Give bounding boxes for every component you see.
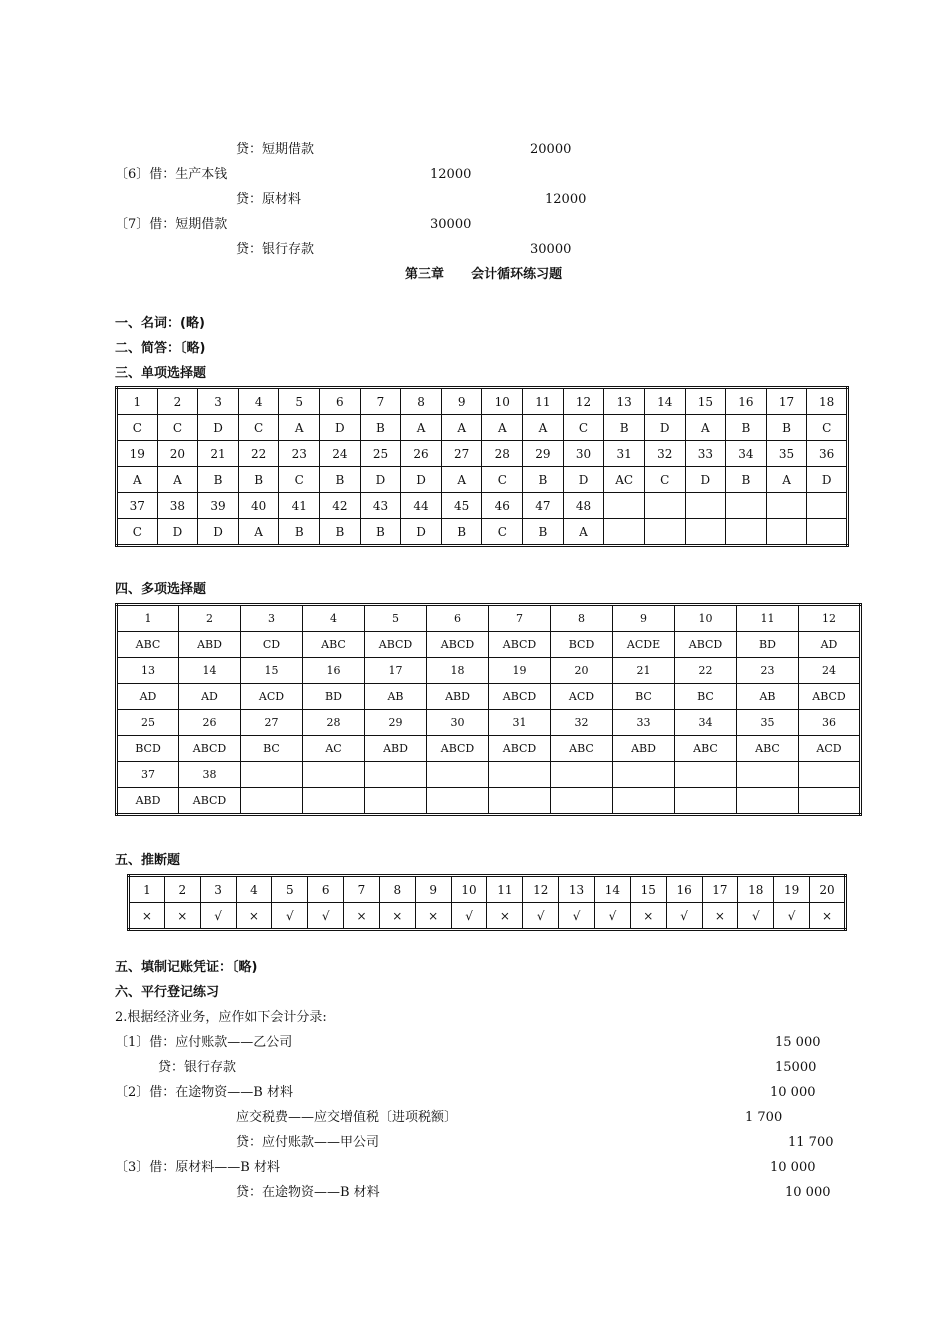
table-cell: 1 [117, 388, 158, 415]
table-cell: 13 [604, 388, 645, 415]
entry-amount: 10 000 [770, 1160, 816, 1175]
table-cell: BC [613, 684, 675, 710]
table-row [117, 788, 861, 815]
table-cell: ACDE [613, 632, 675, 658]
table-cell: 21 [198, 441, 239, 467]
table-cell [675, 788, 737, 815]
multiple-choice-table [115, 603, 862, 816]
section-heading: 四、多项选择题 [115, 582, 207, 597]
table-cell: BCD [117, 736, 179, 762]
table-cell: ABD [179, 632, 241, 658]
table-cell: 25 [360, 441, 401, 467]
entry-line: 〔2〕借：在途物资——B 材料 [115, 1085, 293, 1100]
table-cell: A [279, 415, 320, 441]
table-cell: D [401, 519, 442, 546]
table-cell: 35 [737, 710, 799, 736]
table-cell: B [320, 467, 361, 493]
table-cell: C [117, 415, 158, 441]
table-cell: 29 [365, 710, 427, 736]
table-cell: D [198, 415, 239, 441]
table-cell: B [279, 519, 320, 546]
table-cell [613, 762, 675, 788]
table-cell: 17 [766, 388, 807, 415]
section-heading: 五、填制记账凭证：〔略) [115, 960, 258, 975]
entry-amount: 10 000 [785, 1185, 831, 1200]
table-cell: 3 [200, 876, 236, 903]
table-cell: 6 [308, 876, 344, 903]
single-choice-table [115, 386, 849, 547]
table-cell: A [482, 415, 523, 441]
table-cell: × [344, 903, 380, 930]
table-cell [604, 493, 645, 519]
table-cell: 13 [559, 876, 595, 903]
table-cell: 31 [489, 710, 551, 736]
entry-amount: 30000 [530, 242, 572, 257]
table-cell: ABCD [489, 684, 551, 710]
table-row [117, 467, 848, 493]
table-cell [799, 788, 861, 815]
table-cell: AC [303, 736, 365, 762]
table-cell: D [157, 519, 198, 546]
table-cell: AB [365, 684, 427, 710]
table-cell: D [198, 519, 239, 546]
table-cell: 19 [774, 876, 810, 903]
table-cell: 14 [594, 876, 630, 903]
table-cell: 42 [320, 493, 361, 519]
table-cell: 5 [272, 876, 308, 903]
table-cell: 23 [279, 441, 320, 467]
table-cell: 26 [401, 441, 442, 467]
table-cell: ABCD [427, 632, 489, 658]
table-cell: 34 [675, 710, 737, 736]
table-cell: 32 [551, 710, 613, 736]
table-cell: ABCD [799, 684, 861, 710]
entry-line: 〔1〕借：应付账款——乙公司 [115, 1035, 293, 1050]
table-cell: × [164, 903, 200, 930]
table-cell: 18 [427, 658, 489, 684]
table-cell: 21 [613, 658, 675, 684]
entry-line: 贷：银行存款 [236, 242, 315, 257]
entry-line: 应交税费——应交增值税〔进项税额〕 [236, 1110, 458, 1125]
table-cell: √ [738, 903, 774, 930]
table-cell: BD [737, 632, 799, 658]
table-cell: BCD [551, 632, 613, 658]
table-cell: 29 [523, 441, 564, 467]
table-cell: 15 [685, 388, 726, 415]
table-cell: 37 [117, 493, 158, 519]
table-cell: 10 [482, 388, 523, 415]
table-cell: 10 [451, 876, 487, 903]
table-cell: 14 [179, 658, 241, 684]
table-cell [766, 493, 807, 519]
table-cell: 30 [563, 441, 604, 467]
table-cell: 17 [365, 658, 427, 684]
table-cell: C [117, 519, 158, 546]
table-cell: 47 [523, 493, 564, 519]
table-cell: BC [241, 736, 303, 762]
table-cell: ABC [675, 736, 737, 762]
table-cell: × [129, 903, 165, 930]
table-cell: AC [604, 467, 645, 493]
table-cell: 35 [766, 441, 807, 467]
table-cell: 44 [401, 493, 442, 519]
table-cell: 46 [482, 493, 523, 519]
table-cell: C [644, 467, 685, 493]
table-cell: 13 [117, 658, 179, 684]
table-cell [489, 762, 551, 788]
table-cell: 27 [441, 441, 482, 467]
table-cell: ABCD [179, 736, 241, 762]
table-cell: 18 [738, 876, 774, 903]
table-cell: C [238, 415, 279, 441]
table-cell: B [726, 415, 767, 441]
table-cell: 3 [241, 605, 303, 632]
true-false-table [127, 874, 847, 931]
table-cell: 48 [563, 493, 604, 519]
entry-line: 〔6〕借：生产本钱 [115, 167, 228, 182]
table-cell: √ [523, 903, 559, 930]
table-cell [766, 519, 807, 546]
table-cell [303, 762, 365, 788]
table-cell [737, 788, 799, 815]
table-cell: 11 [487, 876, 523, 903]
table-cell [644, 519, 685, 546]
entry-amount: 12000 [430, 167, 472, 182]
table-cell: 3 [198, 388, 239, 415]
table-cell: 22 [675, 658, 737, 684]
table-cell: D [360, 467, 401, 493]
chapter-title: 第三章 会计循环练习题 [405, 267, 563, 282]
table-cell: 25 [117, 710, 179, 736]
table-cell: 14 [644, 388, 685, 415]
table-cell: √ [272, 903, 308, 930]
table-cell: B [441, 519, 482, 546]
table-cell: AB [737, 684, 799, 710]
table-cell: B [604, 415, 645, 441]
table-cell: √ [451, 903, 487, 930]
table-cell: ABD [365, 736, 427, 762]
entry-line: 贷：在途物资——B 材料 [236, 1185, 380, 1200]
table-cell: 8 [401, 388, 442, 415]
table-cell: B [766, 415, 807, 441]
table-cell: 23 [737, 658, 799, 684]
table-cell: 16 [666, 876, 702, 903]
table-cell: 2 [157, 388, 198, 415]
entry-amount: 10 000 [770, 1085, 816, 1100]
table-cell: 34 [726, 441, 767, 467]
table-cell: C [563, 415, 604, 441]
table-cell: 37 [117, 762, 179, 788]
table-cell: 27 [241, 710, 303, 736]
table-row [117, 441, 848, 467]
table-cell [726, 493, 767, 519]
table-cell: AD [117, 684, 179, 710]
entry-line: 贷：应付账款——甲公司 [236, 1135, 380, 1150]
table-cell [807, 519, 848, 546]
table-cell: B [523, 467, 564, 493]
table-cell: 16 [726, 388, 767, 415]
table-cell: 19 [117, 441, 158, 467]
table-cell: 31 [604, 441, 645, 467]
table-cell [807, 493, 848, 519]
table-cell: 1 [117, 605, 179, 632]
table-cell: A [766, 467, 807, 493]
section-heading: 六、平行登记练习 [115, 985, 220, 1000]
table-cell: ABD [427, 684, 489, 710]
table-cell [613, 788, 675, 815]
table-cell: C [279, 467, 320, 493]
entry-amount: 15 000 [775, 1035, 821, 1050]
table-cell: 28 [482, 441, 523, 467]
table-cell: ABCD [179, 788, 241, 815]
table-cell: ABCD [365, 632, 427, 658]
table-cell: ABCD [427, 736, 489, 762]
table-cell: ACD [799, 736, 861, 762]
table-cell: 33 [685, 441, 726, 467]
table-cell: B [238, 467, 279, 493]
table-cell: ACD [551, 684, 613, 710]
table-cell: ABC [303, 632, 365, 658]
table-cell: 18 [807, 388, 848, 415]
table-row [117, 605, 861, 632]
table-cell: 28 [303, 710, 365, 736]
table-cell: √ [200, 903, 236, 930]
table-cell [685, 519, 726, 546]
table-cell: B [360, 519, 401, 546]
table-cell: 40 [238, 493, 279, 519]
table-cell: ABD [117, 788, 179, 815]
table-cell: 22 [238, 441, 279, 467]
table-cell: B [198, 467, 239, 493]
table-cell [489, 788, 551, 815]
ledger-intro: 2.根据经济业务，应作如下会计分录: [115, 1010, 327, 1025]
table-cell: A [441, 467, 482, 493]
table-cell: B [320, 519, 361, 546]
table-cell: 38 [179, 762, 241, 788]
table-cell: 24 [320, 441, 361, 467]
table-cell: 39 [198, 493, 239, 519]
table-cell: 36 [807, 441, 848, 467]
table-cell: √ [666, 903, 702, 930]
table-cell: 5 [365, 605, 427, 632]
table-cell: × [810, 903, 846, 930]
table-cell [365, 762, 427, 788]
table-cell: 8 [379, 876, 415, 903]
table-row [117, 493, 848, 519]
table-cell: D [807, 467, 848, 493]
table-cell: 10 [675, 605, 737, 632]
table-row [117, 736, 861, 762]
table-cell: 45 [441, 493, 482, 519]
table-cell: × [379, 903, 415, 930]
entry-amount: 15000 [775, 1060, 817, 1075]
table-cell [241, 788, 303, 815]
table-cell: × [415, 903, 451, 930]
table-cell: 20 [810, 876, 846, 903]
table-row [117, 658, 861, 684]
table-cell: C [807, 415, 848, 441]
table-cell: 19 [489, 658, 551, 684]
table-cell: × [487, 903, 523, 930]
table-cell [365, 788, 427, 815]
table-cell: 9 [613, 605, 675, 632]
table-cell: 15 [630, 876, 666, 903]
table-cell: 12 [799, 605, 861, 632]
table-cell: 6 [427, 605, 489, 632]
table-cell: 15 [241, 658, 303, 684]
table-cell: ABCD [489, 736, 551, 762]
table-cell: × [236, 903, 272, 930]
table-cell: A [685, 415, 726, 441]
section-heading: 三、单项选择题 [115, 366, 207, 381]
table-cell: D [685, 467, 726, 493]
table-cell: 20 [551, 658, 613, 684]
table-cell [551, 788, 613, 815]
table-cell: ABCD [675, 632, 737, 658]
table-row [117, 415, 848, 441]
table-cell: A [238, 519, 279, 546]
table-cell: 2 [164, 876, 200, 903]
entry-amount: 1 700 [745, 1110, 783, 1125]
table-cell: 7 [360, 388, 401, 415]
table-cell [241, 762, 303, 788]
table-cell: × [702, 903, 738, 930]
table-cell [685, 493, 726, 519]
table-cell: ABD [613, 736, 675, 762]
table-cell: ABC [737, 736, 799, 762]
table-cell [644, 493, 685, 519]
table-cell [427, 788, 489, 815]
table-cell: × [630, 903, 666, 930]
table-cell [675, 762, 737, 788]
table-cell: 2 [179, 605, 241, 632]
table-cell: 4 [238, 388, 279, 415]
entry-line: 贷：短期借款 [236, 142, 315, 157]
table-cell: 43 [360, 493, 401, 519]
table-cell: 33 [613, 710, 675, 736]
table-cell: C [157, 415, 198, 441]
table-row [129, 876, 846, 903]
table-cell: D [644, 415, 685, 441]
section-heading: 一、名词：(略) [115, 316, 205, 331]
entry-line: 〔7〕借：短期借款 [115, 217, 228, 232]
table-cell: 7 [489, 605, 551, 632]
table-row [129, 903, 846, 930]
table-cell: 17 [702, 876, 738, 903]
table-cell: A [441, 415, 482, 441]
entry-line: 贷：原材料 [236, 192, 302, 207]
table-row [117, 632, 861, 658]
table-cell: AD [179, 684, 241, 710]
table-cell: 9 [415, 876, 451, 903]
table-cell: BD [303, 684, 365, 710]
table-row [117, 388, 848, 415]
table-cell: 4 [303, 605, 365, 632]
table-cell: D [401, 467, 442, 493]
entry-line: 〔3〕借：原材料——B 材料 [115, 1160, 280, 1175]
table-cell: √ [308, 903, 344, 930]
table-cell: 8 [551, 605, 613, 632]
entry-amount: 12000 [545, 192, 587, 207]
table-cell: A [157, 467, 198, 493]
table-cell: 41 [279, 493, 320, 519]
table-cell: 5 [279, 388, 320, 415]
table-row [117, 519, 848, 546]
table-cell: 30 [427, 710, 489, 736]
table-cell: A [563, 519, 604, 546]
table-row [117, 710, 861, 736]
table-cell: AD [799, 632, 861, 658]
table-cell [551, 762, 613, 788]
table-cell: 36 [799, 710, 861, 736]
table-row [117, 684, 861, 710]
table-cell: ABCD [489, 632, 551, 658]
table-cell [604, 519, 645, 546]
table-cell [726, 519, 767, 546]
table-cell: √ [559, 903, 595, 930]
entry-line: 贷：银行存款 [158, 1060, 237, 1075]
table-cell [427, 762, 489, 788]
table-cell: 11 [737, 605, 799, 632]
table-cell [303, 788, 365, 815]
table-cell: C [482, 519, 523, 546]
section-heading: 五、推断题 [115, 853, 181, 868]
table-cell: D [563, 467, 604, 493]
table-cell: B [360, 415, 401, 441]
table-cell: 11 [523, 388, 564, 415]
table-cell: 6 [320, 388, 361, 415]
table-cell: D [320, 415, 361, 441]
table-cell: B [726, 467, 767, 493]
table-cell: 9 [441, 388, 482, 415]
table-row [117, 762, 861, 788]
table-cell: 1 [129, 876, 165, 903]
table-cell [737, 762, 799, 788]
table-cell: ABC [551, 736, 613, 762]
table-cell [799, 762, 861, 788]
entry-amount: 30000 [430, 217, 472, 232]
table-cell: 12 [523, 876, 559, 903]
table-cell: 24 [799, 658, 861, 684]
table-cell: 12 [563, 388, 604, 415]
table-cell: √ [774, 903, 810, 930]
table-cell: A [523, 415, 564, 441]
table-cell: 38 [157, 493, 198, 519]
table-cell: BC [675, 684, 737, 710]
section-heading: 二、简答：〔略) [115, 341, 206, 356]
entry-amount: 20000 [530, 142, 572, 157]
table-cell: 4 [236, 876, 272, 903]
table-cell: A [401, 415, 442, 441]
table-cell: 20 [157, 441, 198, 467]
table-cell: 26 [179, 710, 241, 736]
table-cell: ABC [117, 632, 179, 658]
table-cell: 7 [344, 876, 380, 903]
table-cell: C [482, 467, 523, 493]
table-cell: B [523, 519, 564, 546]
table-cell: 32 [644, 441, 685, 467]
table-cell: ACD [241, 684, 303, 710]
entry-amount: 11 700 [788, 1135, 834, 1150]
table-cell: CD [241, 632, 303, 658]
table-cell: A [117, 467, 158, 493]
table-cell: 16 [303, 658, 365, 684]
table-cell: √ [594, 903, 630, 930]
